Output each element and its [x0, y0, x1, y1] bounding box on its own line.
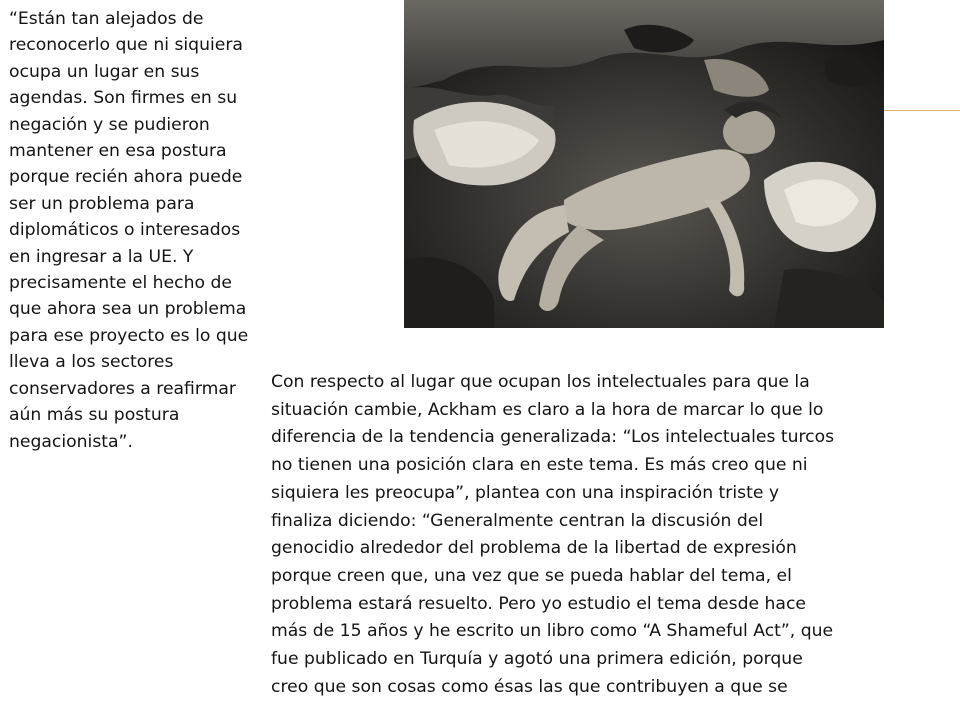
quote-line: en ingresar a la UE. Y [9, 246, 194, 267]
body-line: fue publicado en Turquía y agotó una primera edición, porque [271, 649, 803, 670]
quote-line: diplomáticos o interesados [9, 220, 241, 241]
quote-line: agendas. Son firmes en su [9, 88, 238, 109]
body-line: no tienen una posición clara en este tema. Es más creo que ni [271, 455, 808, 476]
quote-line: mantener en esa postura [9, 141, 227, 162]
body-line: diferencia de la tendencia generalizada: “Los intelectuales turcos [271, 427, 835, 448]
quote-line: reconocerlo que ni siquiera [9, 35, 243, 56]
body-line: situación cambie, Ackham es claro a la hora de marcar lo que lo [271, 399, 824, 420]
quote-paragraph [9, 6, 294, 455]
body-line: problema estará resuelto. Pero yo estudio el tema desde hace [271, 593, 806, 614]
quote-line: precisamente el hecho de [9, 273, 232, 294]
accent-rule-right [884, 110, 960, 111]
body-line: siquiera les preocupa”, plantea con una inspiración triste y [271, 482, 780, 503]
body-line: más de 15 años y he escrito un libro como “A Shameful Act”, que [271, 621, 834, 642]
quote-line: ocupa un lugar en sus [9, 61, 200, 82]
quote-line: negación y se pudieron [9, 114, 210, 135]
quote-line: conservadores a reafirmar [9, 378, 236, 399]
quote-line: lleva a los sectores [9, 352, 174, 373]
body-line: porque creen que, una vez que se pueda hablar del tema, el [271, 565, 792, 586]
body-line: creo que son cosas como ésas las que contribuyen a que se [271, 676, 788, 697]
quote-line: porque recién ahora puede [9, 167, 243, 188]
body-paragraph [271, 369, 911, 701]
quote-line: que ahora sea un problema [9, 299, 247, 320]
quote-line: para ese proyecto es lo que [9, 325, 249, 346]
quote-line: “Están tan alejados de [9, 9, 204, 29]
historical-photo [404, 0, 884, 328]
quote-line: aún más su postura [9, 405, 180, 426]
body-line: finaliza diciendo: “Generalmente centran la discusión del [271, 510, 764, 531]
quote-line: negacionista”. [9, 431, 133, 452]
photo-image [404, 0, 884, 328]
body-line: genocidio alrededor del problema de la libertad de expresión [271, 538, 797, 559]
body-line: Con respecto al lugar que ocupan los intelectuales para que la [271, 372, 810, 392]
quote-line: ser un problema para [9, 193, 195, 214]
